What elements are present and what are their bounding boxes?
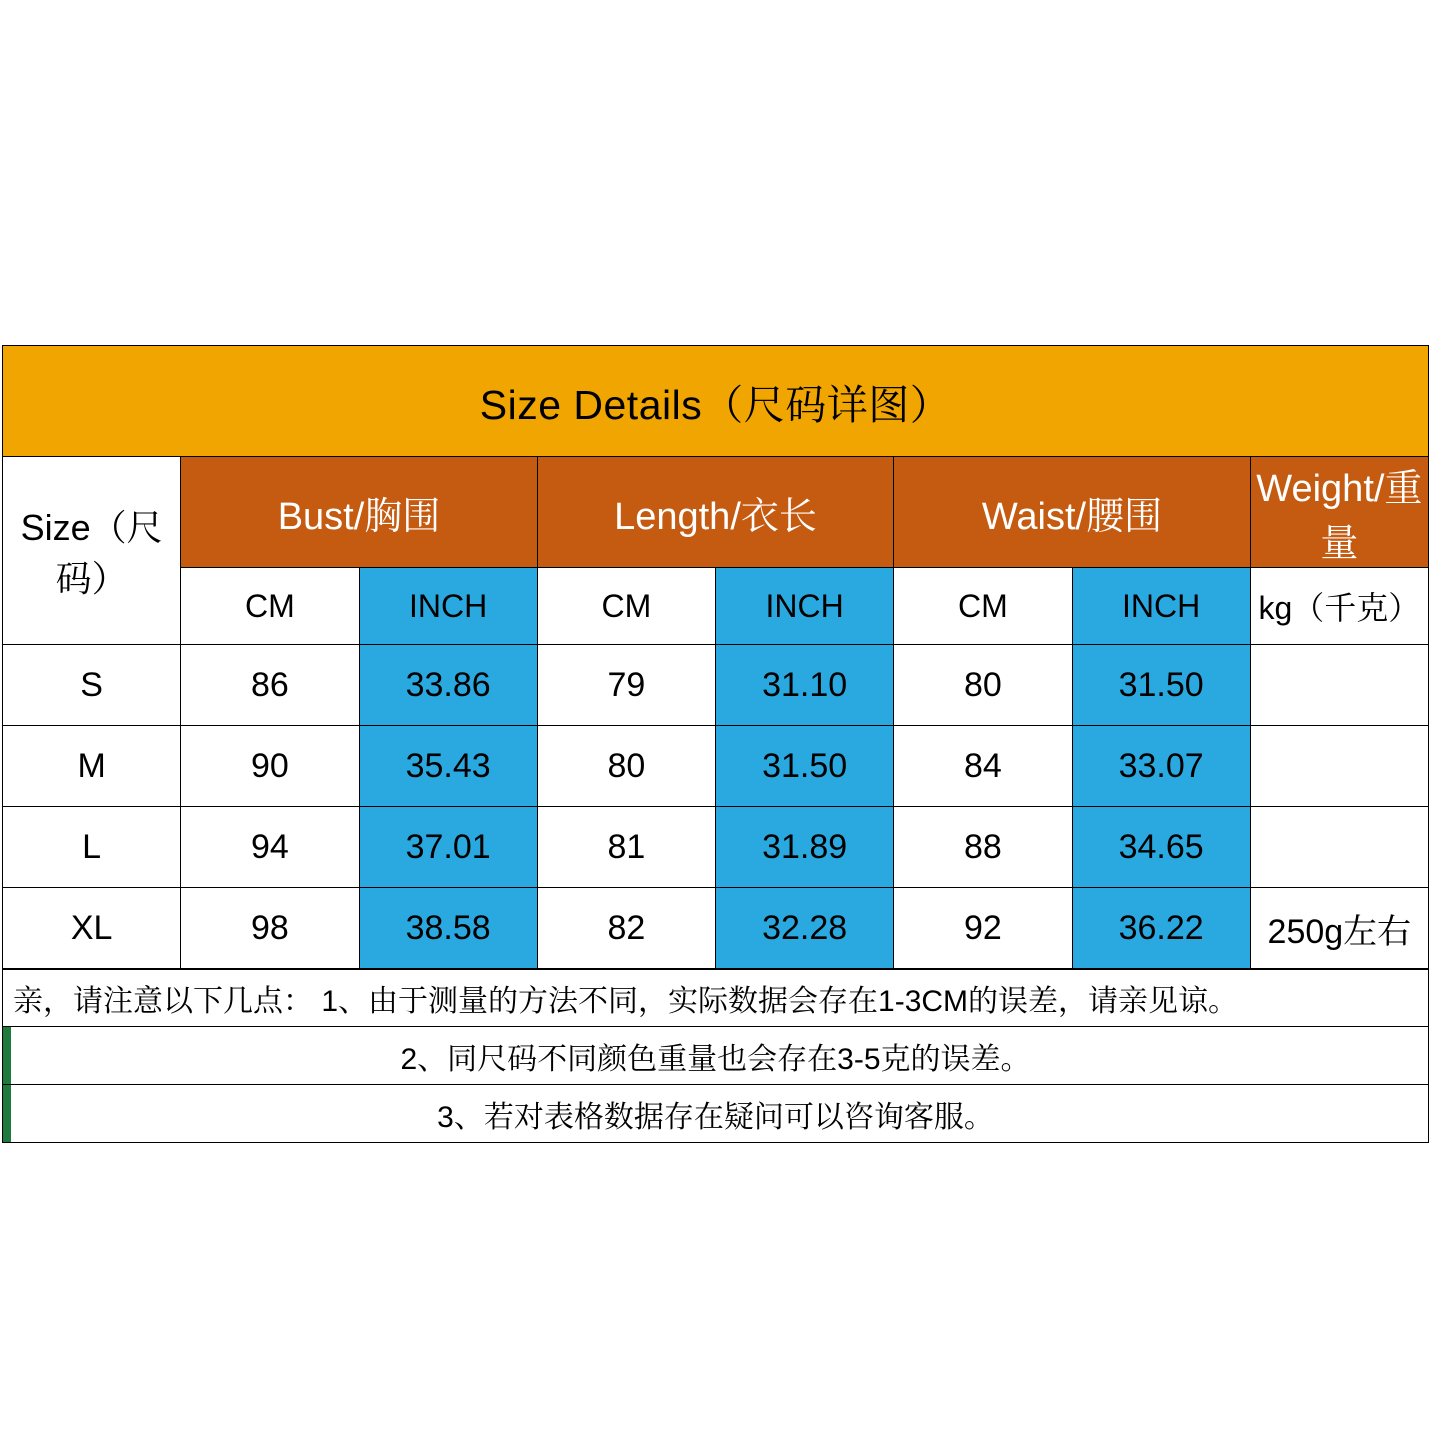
cell-m-waist-cm: 84 — [894, 726, 1072, 807]
group-header-length: Length/衣长 — [537, 457, 894, 568]
note-row — [2, 1027, 1429, 1085]
cell-xl-bust-inch: 38.58 — [359, 888, 537, 969]
note-marker — [3, 1085, 11, 1142]
unit-weight-kg: kg（千克） — [1250, 568, 1428, 645]
cell-s-bust-cm: 86 — [181, 645, 359, 726]
cell-m-length-inch: 31.50 — [716, 726, 894, 807]
table-title-row — [3, 346, 1429, 457]
table-row — [3, 645, 1429, 726]
table-row — [3, 807, 1429, 888]
size-label-s: S — [3, 645, 181, 726]
unit-length-inch: INCH — [716, 568, 894, 645]
note-text-2: 2、同尺码不同颜色重量也会存在3-5克的误差。 — [400, 1042, 1031, 1076]
unit-length-cm: CM — [537, 568, 715, 645]
note-marker — [3, 1027, 11, 1084]
unit-waist-cm: CM — [894, 568, 1072, 645]
cell-m-weight — [1250, 726, 1428, 807]
cell-xl-weight: 250g左右 — [1250, 888, 1428, 969]
cell-xl-length-inch: 32.28 — [716, 888, 894, 969]
cell-s-weight — [1250, 645, 1428, 726]
table-row — [3, 726, 1429, 807]
note-row — [2, 1085, 1429, 1143]
size-column-header: Size（尺码） — [3, 457, 181, 645]
cell-l-bust-inch: 37.01 — [359, 807, 537, 888]
cell-xl-waist-cm: 92 — [894, 888, 1072, 969]
unit-bust-cm: CM — [181, 568, 359, 645]
cell-xl-waist-inch: 36.22 — [1072, 888, 1250, 969]
cell-l-length-inch: 31.89 — [716, 807, 894, 888]
cell-xl-bust-cm: 98 — [181, 888, 359, 969]
size-label-m: M — [3, 726, 181, 807]
size-chart-sheet — [0, 345, 1445, 1143]
cell-m-length-cm: 80 — [537, 726, 715, 807]
table-row — [3, 888, 1429, 969]
cell-l-bust-cm: 94 — [181, 807, 359, 888]
group-header-bust: Bust/胸围 — [181, 457, 538, 568]
cell-s-waist-inch: 31.50 — [1072, 645, 1250, 726]
note-text-3: 3、若对表格数据存在疑问可以咨询客服。 — [437, 1100, 994, 1134]
note-text-1: 亲，请注意以下几点： 1、由于测量的方法不同，实际数据会存在1-3CM的误差，请亲见谅。 — [13, 985, 1239, 1018]
size-label-xl: XL — [3, 888, 181, 969]
cell-s-waist-cm: 80 — [894, 645, 1072, 726]
cell-s-length-cm: 79 — [537, 645, 715, 726]
size-label-l: L — [3, 807, 181, 888]
table-group-header-row — [3, 457, 1429, 568]
cell-l-waist-inch: 34.65 — [1072, 807, 1250, 888]
cell-m-bust-cm: 90 — [181, 726, 359, 807]
notes-block — [2, 969, 1429, 1143]
unit-waist-inch: INCH — [1072, 568, 1250, 645]
cell-s-length-inch: 31.10 — [716, 645, 894, 726]
cell-l-waist-cm: 88 — [894, 807, 1072, 888]
group-header-weight: Weight/重量 — [1250, 457, 1428, 568]
cell-s-bust-inch: 33.86 — [359, 645, 537, 726]
cell-xl-length-cm: 82 — [537, 888, 715, 969]
cell-m-bust-inch: 35.43 — [359, 726, 537, 807]
cell-m-waist-inch: 33.07 — [1072, 726, 1250, 807]
size-details-table — [2, 345, 1429, 969]
page-title: Size Details（尺码详图） — [3, 346, 1429, 457]
cell-l-length-cm: 81 — [537, 807, 715, 888]
unit-bust-inch: INCH — [359, 568, 537, 645]
note-row — [2, 969, 1429, 1027]
cell-l-weight — [1250, 807, 1428, 888]
table-unit-row — [3, 568, 1429, 645]
group-header-waist: Waist/腰围 — [894, 457, 1251, 568]
